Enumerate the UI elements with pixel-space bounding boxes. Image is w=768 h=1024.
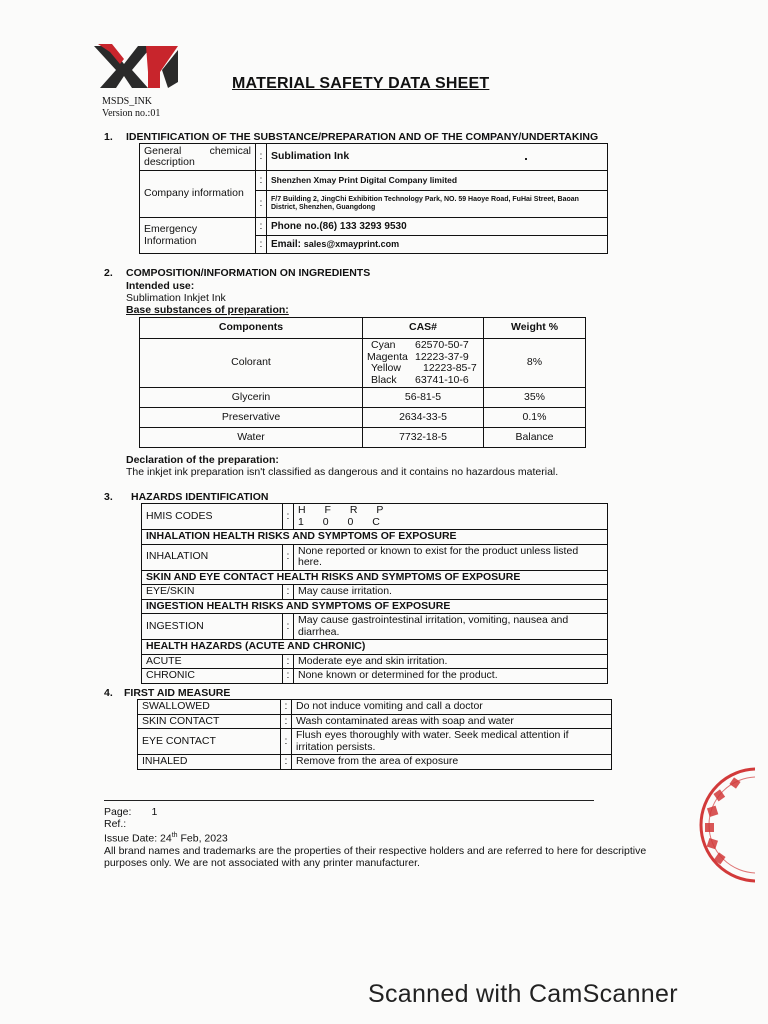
inhalation-value: None reported or known to exist for the product unless listed here. — [294, 544, 608, 570]
email-value: sales@xmayprint.com — [303, 238, 400, 249]
component-name: Water — [140, 428, 363, 448]
ingestion-value: May cause gastrointestinal irritation, vomiting, nausea and diarrhea. — [294, 614, 608, 640]
colorant-weight: 8% — [484, 339, 586, 388]
colon: : — [256, 218, 267, 236]
col-cas: CAS# — [363, 318, 484, 339]
col-weight: Weight % — [484, 318, 586, 339]
component-weight: 0.1% — [484, 408, 586, 428]
hmis-codes — [294, 504, 608, 530]
company-logo — [90, 42, 182, 90]
table-row — [138, 714, 612, 729]
company-address: F/7 Building 2, JingChi Exhibition Technology Park, NO. 59 Haoye Road, FuHai Street, Baoan District, Shenzhen, Guangdong — [267, 191, 608, 218]
ingestion-label: INGESTION — [142, 614, 283, 640]
colon: : — [281, 700, 292, 715]
inhalation-row — [142, 544, 608, 570]
company-row — [140, 171, 608, 191]
company-stamp — [695, 765, 755, 885]
ingestion-heading: INGESTION HEALTH RISKS AND SYMPTOMS OF EXPOSURE — [142, 599, 608, 614]
logo-x-shape — [94, 46, 152, 88]
issue-date: Issue Date: 24th Feb, 2023 — [104, 832, 228, 845]
colon: : — [281, 755, 292, 770]
cas-yellow: Yellow 12223-85-7 — [371, 362, 477, 374]
chronic-row — [142, 669, 608, 684]
emergency-label: Emergency Information — [140, 218, 256, 254]
colon: : — [256, 144, 267, 171]
document-id — [102, 96, 160, 120]
eye-skin-value: May cause irritation. — [294, 585, 608, 600]
page-number: 1 — [151, 806, 158, 818]
colon: : — [256, 171, 267, 191]
eye-skin-label: EYE/SKIN — [142, 585, 283, 600]
first-aid-value: Remove from the area of exposure — [292, 755, 612, 770]
table-row — [138, 755, 612, 770]
component-cas: 2634-33-5 — [363, 408, 484, 428]
colorant-row — [140, 339, 586, 388]
inhalation-label: INHALATION — [142, 544, 283, 570]
phone-value: Phone no.(86) 133 3293 9530 — [267, 218, 608, 236]
component-weight: Balance — [484, 428, 586, 448]
hazards-table — [141, 503, 608, 684]
acute-value: Moderate eye and skin irritation. — [294, 654, 608, 669]
declaration-text: The inkjet ink preparation isn't classified as dangerous and it contains no hazardous material. — [126, 466, 559, 478]
acute-label: ACUTE — [142, 654, 283, 669]
first-aid-value: Wash contaminated areas with soap and water — [292, 714, 612, 729]
hmis-bottom: 1 0 0 C — [298, 515, 387, 528]
colon: : — [283, 504, 294, 530]
base-substances-label: Base substances of preparation: — [126, 304, 289, 316]
email-cell — [267, 236, 608, 254]
table-row — [140, 388, 586, 408]
colon: : — [256, 236, 267, 254]
colon: : — [283, 654, 294, 669]
inhalation-head-row — [142, 530, 608, 545]
declaration-block — [126, 454, 558, 478]
colon: : — [256, 191, 267, 218]
acute-row — [142, 654, 608, 669]
composition-header-row — [140, 318, 586, 339]
identification-table — [139, 143, 608, 254]
ingestion-head-row — [142, 599, 608, 614]
first-aid-value: Do not induce vomiting and call a doctor — [292, 700, 612, 715]
component-weight: 35% — [484, 388, 586, 408]
declaration-label: Declaration of the preparation: — [126, 454, 279, 466]
cas-magenta: Magenta 12223-37-9 — [367, 350, 469, 363]
cas-black: Black 63741-10-6 — [371, 373, 469, 386]
first-aid-table — [137, 699, 612, 770]
skin-head-row — [142, 570, 608, 585]
eye-row — [142, 585, 608, 600]
chronic-label: CHRONIC — [142, 669, 283, 684]
composition-table — [139, 317, 586, 448]
hmis-label: HMIS CODES — [142, 504, 283, 530]
page-line: Page: 1 — [104, 806, 158, 818]
component-name: Preservative — [140, 408, 363, 428]
health-hazards-heading: HEALTH HAZARDS (ACUTE AND CHRONIC) — [142, 640, 608, 655]
skin-eye-heading: SKIN AND EYE CONTACT HEALTH RISKS AND SYMPTOMS OF EXPOSURE — [142, 570, 608, 585]
hmis-top: H F R P — [298, 504, 391, 516]
company-name: Shenzhen Xmay Print Digital Company limited — [267, 171, 608, 191]
intended-use-value: Sublimation Inkjet Ink — [126, 292, 226, 304]
chronic-value: None known or determined for the product. — [294, 669, 608, 684]
colorant-cas-list — [363, 339, 484, 388]
ingestion-row — [142, 614, 608, 640]
table-row — [138, 729, 612, 755]
colon: : — [283, 669, 294, 684]
colon: : — [281, 729, 292, 755]
first-aid-value: Flush eyes thoroughly with water. Seek medical attention if irritation persists. — [292, 729, 612, 755]
colon: : — [281, 714, 292, 729]
section-2-heading: 2. COMPOSITION/INFORMATION ON INGREDIENTS — [104, 267, 371, 279]
table-row — [138, 700, 612, 715]
first-aid-label: SWALLOWED — [138, 700, 281, 715]
footer — [104, 806, 664, 869]
component-cas: 56-81-5 — [363, 388, 484, 408]
disclaimer: All brand names and trademarks are the properties of their respective holders and are referred to here for descriptive purposes only. We are not associated with any printer manufacturer. — [104, 844, 647, 869]
intended-use-label: Intended use: — [126, 280, 195, 292]
email-label: Email: — [271, 238, 302, 250]
table-row — [140, 428, 586, 448]
ref-line: Ref.: — [104, 818, 127, 830]
hmis-row — [142, 504, 608, 530]
doc-code: MSDS_INK — [102, 96, 153, 107]
colorant-name: Colorant — [140, 339, 363, 388]
intended-use-block — [126, 280, 289, 316]
general-value: Sublimation Ink — [267, 144, 608, 171]
section-3-heading: 3. HAZARDS IDENTIFICATION — [104, 491, 269, 503]
footer-divider — [104, 800, 594, 801]
col-components: Components — [140, 318, 363, 339]
health-head-row — [142, 640, 608, 655]
table-row — [140, 408, 586, 428]
first-aid-label: EYE CONTACT — [138, 729, 281, 755]
section-1-heading: 1. IDENTIFICATION OF THE SUBSTANCE/PREPARATION AND OF THE COMPANY/UNDERTAKING — [104, 131, 599, 143]
cas-cyan: Cyan 62570-50-7 — [371, 339, 469, 351]
general-label: General chemical description — [140, 144, 256, 171]
phone-row — [140, 218, 608, 236]
component-cas: 7732-18-5 — [363, 428, 484, 448]
camscanner-watermark: Scanned with CamScanner — [368, 980, 678, 1008]
scan-speck — [525, 158, 527, 160]
company-label: Company information — [140, 171, 256, 218]
inhalation-heading: INHALATION HEALTH RISKS AND SYMPTOMS OF EXPOSURE — [142, 530, 608, 545]
component-name: Glycerin — [140, 388, 363, 408]
first-aid-label: INHALED — [138, 755, 281, 770]
document-title: MATERIAL SAFETY DATA SHEET — [232, 75, 490, 92]
colon: : — [283, 585, 294, 600]
doc-version: Version no.:01 — [102, 108, 161, 119]
colon: : — [283, 614, 294, 640]
colon: : — [283, 544, 294, 570]
section-4-heading: 4. FIRST AID MEASURE — [104, 687, 231, 699]
general-row — [140, 144, 608, 171]
first-aid-label: SKIN CONTACT — [138, 714, 281, 729]
